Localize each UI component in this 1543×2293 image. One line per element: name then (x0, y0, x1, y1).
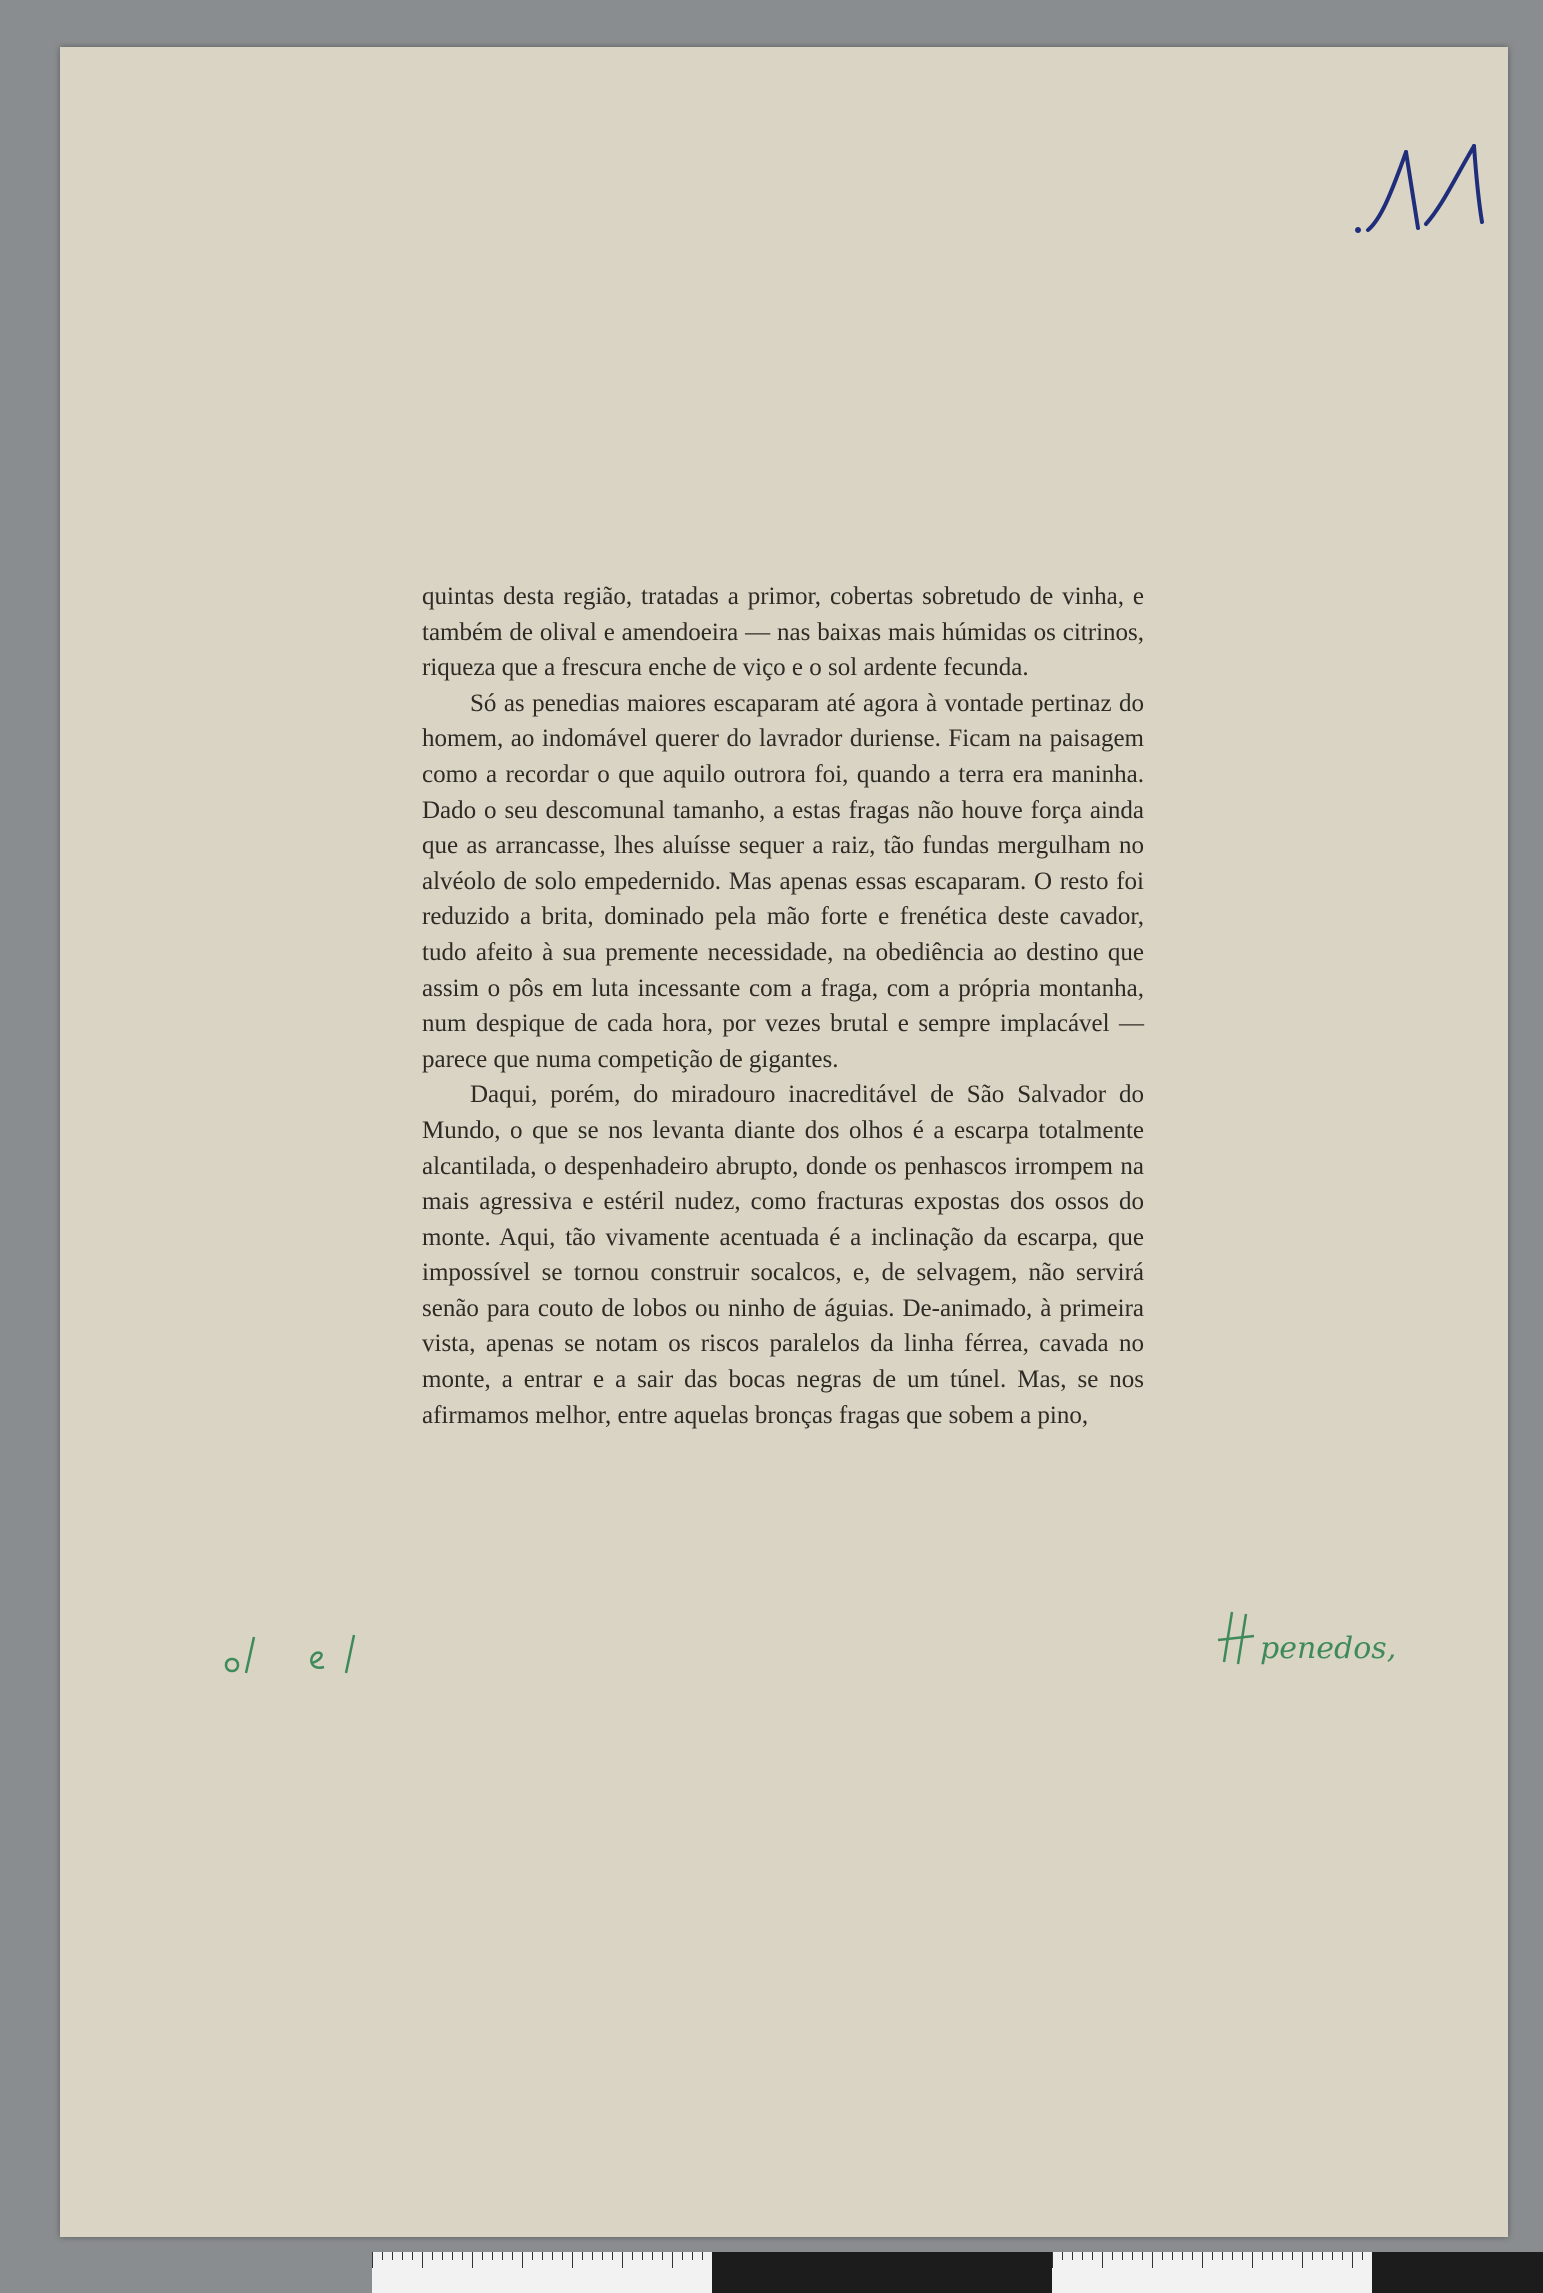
ruler-tick (1312, 2252, 1313, 2260)
margin-note-left-text (60, 47, 61, 48)
ruler-tick (1142, 2252, 1143, 2260)
ruler-tick (1222, 2252, 1223, 2260)
ruler-tick (452, 2252, 453, 2260)
ruler-tick (522, 2252, 523, 2268)
ruler-tick (1342, 2252, 1343, 2260)
ruler-tick (572, 2252, 573, 2268)
ruler-tick (1052, 2252, 1053, 2268)
ruler-tick (552, 2252, 553, 2260)
ruler-tick (1302, 2252, 1303, 2268)
ruler-segment (1052, 2252, 1372, 2293)
ruler-tick (1132, 2252, 1133, 2260)
ruler-tick (1092, 2252, 1093, 2260)
ruler-tick (462, 2252, 463, 2260)
document-page (60, 47, 1508, 2237)
ruler-tick (1352, 2252, 1353, 2268)
ruler-tick (1252, 2252, 1253, 2268)
margin-note-right-word: penedos, (1260, 1631, 1397, 1666)
margin-note-left (220, 1629, 380, 1675)
ruler-tick (692, 2252, 693, 2260)
ruler-tick (512, 2252, 513, 2260)
ruler-tick (592, 2252, 593, 2260)
body-text (422, 579, 1144, 1433)
ruler-tick (582, 2252, 583, 2260)
paragraph-3: Daqui, porém, do miradouro inacreditável de São Salvador do Mundo, o que se nos levanta diante dos olhos é a escarpa totalmente alcantilada, o despenhadeiro abrupto, donde os penhascos irrompem na mais agressiva e estéril nudez, como fracturas expostas dos ossos do monte. Aqui, tão vivamente acentuada é a inclinação da escarpa, que impossível se tornou construir socalcos, e, de selvagem, não servirá senão para couto de lobos ou ninho de águias. De-animado, à primeira vista, apenas se notam os riscos paralelos da linha férrea, cavada no monte, a entrar e a sair das bocas negras de um túnel. Mas, se nos afirmamos melhor, entre aquelas bronças fragas que sobem a pino, (422, 1081, 1144, 1429)
ruler-tick (542, 2252, 543, 2260)
ruler-tick (382, 2252, 383, 2260)
ruler-tick (1242, 2252, 1243, 2260)
ruler-tick (1282, 2252, 1283, 2260)
ruler-tick (1152, 2252, 1153, 2268)
ruler-tick (412, 2252, 413, 2260)
ruler-tick (402, 2252, 403, 2260)
ruler-tick (1362, 2252, 1363, 2260)
ruler-tick (442, 2252, 443, 2260)
ruler-tick (1322, 2252, 1323, 2260)
ruler-tick (1202, 2252, 1203, 2268)
page-number-text (60, 47, 61, 48)
ruler-tick (502, 2252, 503, 2260)
ruler-segment (372, 2252, 712, 2293)
ruler-tick (1082, 2252, 1083, 2260)
ruler-tick (1212, 2252, 1213, 2260)
handwritten-page-number (1350, 142, 1500, 252)
ruler-tick (422, 2252, 423, 2268)
ruler-tick (1262, 2252, 1263, 2260)
ruler-tick (632, 2252, 633, 2260)
ruler-tick (612, 2252, 613, 2260)
ruler-tick (1272, 2252, 1273, 2260)
ruler-segment (712, 2252, 1052, 2293)
paragraph-2: Só as penedias maiores escaparam até agora à vontade pertinaz do homem, ao indomável querer do lavrador duriense. Ficam na paisagem como a recordar o que aquilo outrora foi, quando a terra era maninha. Dado o seu descomunal tamanho, a estas fragas não houve força ainda que as arrancasse, lhes aluísse sequer a raiz, tão fundas mergulham no alvéolo de solo empedernido. Mas apenas essas escaparam. O resto foi reduzido a brita, dominado pela mão forte e frenética deste cavador, tudo afeito à sua premente necessidade, na obediência ao destino que assim o pôs em luta incessante com a fraga, com a própria montanha, num despique de cada hora, por vezes brutal e sempre implacável — parece que numa competição de gigantes. (422, 689, 1144, 1073)
margin-note-right (1210, 1602, 1440, 1682)
ruler-tick (1292, 2252, 1293, 2260)
ruler-tick (1102, 2252, 1103, 2268)
ruler-tick (482, 2252, 483, 2260)
ruler-tick (1062, 2252, 1063, 2260)
ruler-tick (562, 2252, 563, 2260)
ruler-tick (1112, 2252, 1113, 2260)
ruler-tick (702, 2252, 703, 2260)
ruler-tick (472, 2252, 473, 2268)
ruler-tick (1072, 2252, 1073, 2260)
ruler-tick (432, 2252, 433, 2260)
ruler-tick (372, 2252, 373, 2268)
ruler-tick (642, 2252, 643, 2260)
ruler-tick (392, 2252, 393, 2260)
ruler-tick (1192, 2252, 1193, 2260)
ruler-tick (602, 2252, 603, 2260)
ruler-tick (1232, 2252, 1233, 2260)
ruler-tick (1182, 2252, 1183, 2260)
ruler-tick (682, 2252, 683, 2260)
paragraph-1: quintas desta região, tratadas a primor, cobertas sobretudo de vinha, e também de olival e amendoeira — nas baixas mais húmidas os citrinos, riqueza que a frescura enche de viço e o sol ardente fecunda. (422, 583, 1144, 682)
measurement-ruler (372, 2252, 1543, 2293)
ruler-tick (492, 2252, 493, 2260)
ruler-tick (1172, 2252, 1173, 2260)
ruler-tick (1162, 2252, 1163, 2260)
ruler-tick (1332, 2252, 1333, 2260)
ruler-tick (672, 2252, 673, 2268)
ruler-tick (622, 2252, 623, 2268)
ruler-tick (1122, 2252, 1123, 2260)
ruler-tick (652, 2252, 653, 2260)
ruler-tick (532, 2252, 533, 2260)
ruler-segment (1372, 2252, 1543, 2293)
ruler-tick (662, 2252, 663, 2260)
